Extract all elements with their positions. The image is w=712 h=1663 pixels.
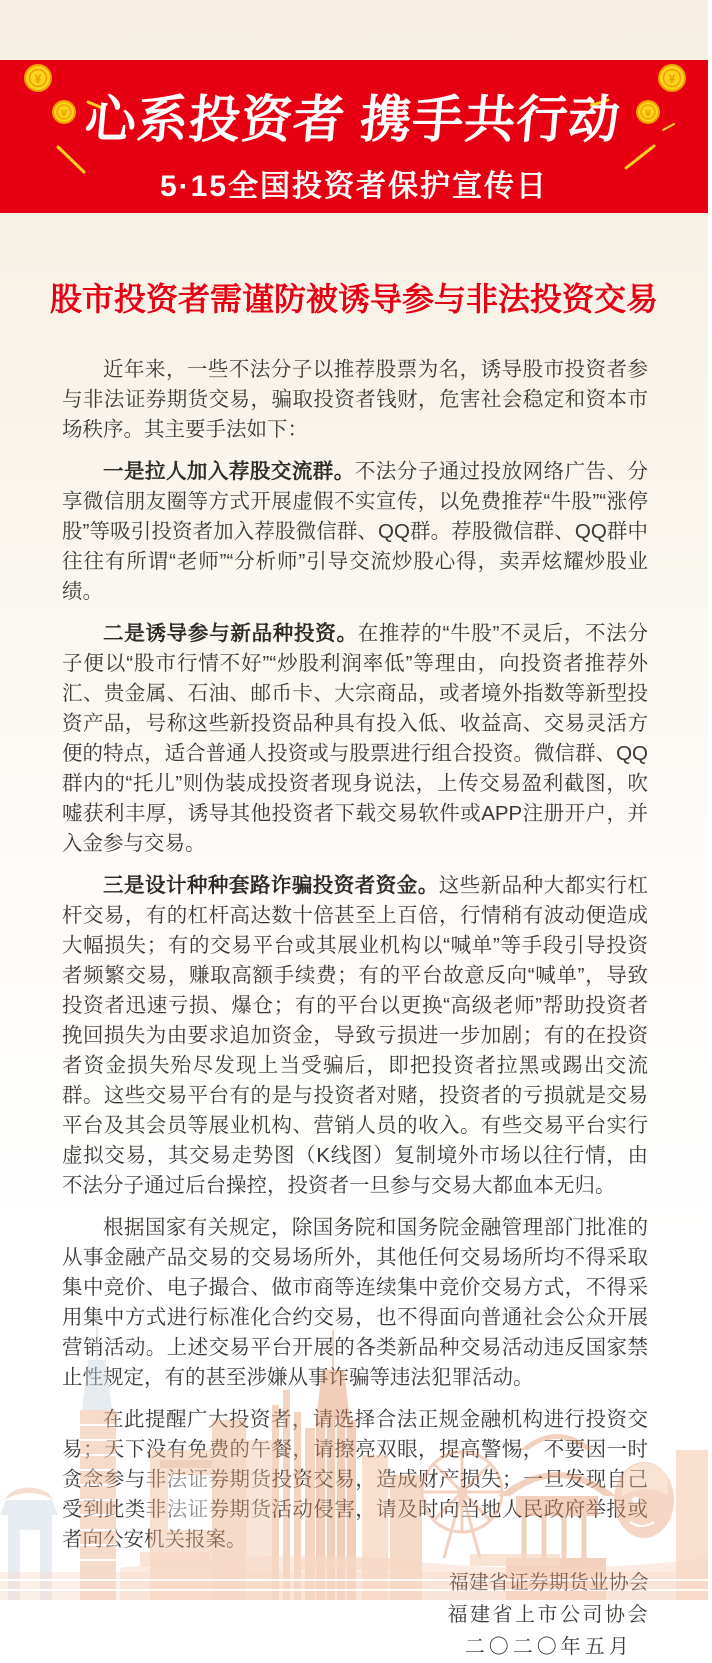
svg-text:¥: ¥ [61,107,67,120]
paragraph [62,1213,648,1393]
paragraph-lead: 二是诱导参与新品种投资。 [103,622,358,645]
signature-line: 福建省证券期货业协会 [448,1572,649,1594]
paragraph-text: 在推荐的“牛股”不灵后，不法分子便以“股市行情不好”“炒股利润率低”等理由，向投资者推荐外汇、贵金属、石油、邮币卡、大宗商品，或者境外指数等新型投资产品，号称这些新投资品种具有投入低、收益高、交易灵活方便的特点，适合普通人投资或与股票进行组合投资。微信群、QQ群内的“托儿”则伪装成投资者现身说法，上传交易盈利截图，吹嘘获利丰厚，诱导其他投资者下载交易软件或APP注册开户，并入金参与交易。 [62,622,649,855]
paragraph [62,1405,648,1555]
svg-text:¥: ¥ [668,72,676,86]
paragraph-text: 在此提醒广大投资者，请选择合法正规金融机构进行投资交易；天下没有免费的午餐，请擦亮双眼，提高警惕，不要因一时贪念参与非法证券期货投资交易，造成财产损失；一旦发现自己受到此类非法证券期货活动侵害，请及时向当地人民政府举报或者向公安机关报案。 [62,1408,648,1551]
svg-text:¥: ¥ [34,72,42,86]
paragraph [62,457,648,607]
signature-line: 福建省上市公司协会 [447,1604,650,1626]
paragraph [62,355,648,445]
paragraph-text: 近年来，一些不法分子以推荐股票为名，诱导股市投资者参与非法证券期货交易，骗取投资者钱财，危害社会稳定和资本市场秩序。其主要手法如下： [62,358,648,441]
article-title: 股市投资者需谨防被诱导参与非法投资交易 [49,281,658,317]
banner-title: 心系投资者 携手共行动 [82,91,623,148]
paragraph [62,619,648,859]
paragraph [62,871,648,1201]
banner-subtitle: 5·15全国投资者保护宣传日 [159,170,549,203]
article-body [62,355,648,1555]
paragraph-lead: 一是拉人加入荐股交流群。 [103,460,355,483]
paragraph-text: 根据国家有关规定，除国务院和国务院金融管理部门批准的从事金融产品交易的交易场所外，其他任何交易场所均不得采取集中竞价、电子撮合、做市商等连续集中竞价交易方式，不得采用集中方式进行标准化合约交易，也不得面向普通社会公众开展营销活动。上述交易平台开展的各类新品种交易活动违反国家禁止性规定，有的甚至涉嫌从事诈骗等违法犯罪活动。 [62,1216,648,1389]
paragraph-text: 这些新品种大都实行杠杆交易，有的杠杆高达数十倍甚至上百倍，行情稍有波动便造成大幅损失；有的交易平台或其展业机构以“喊单”等手段引导投资者频繁交易，赚取高额手续费；有的平台故意反向“喊单”，导致投资者迅速亏损、爆仓；有的平台以更换“高级老师”帮助投资者挽回损失为由要求追加资金，导致亏损进一步加剧；有的在投资者资金损失殆尽发现上当受骗后，即把投资者拉黑或踢出交流群。这些交易平台有的是与投资者对赌，投资者的亏损就是交易平台及其会员等展业机构、营销人员的收入。有些交易平台实行虚拟交易，其交易走势图（K线图）复制境外市场以往行情，由不法分子通过后台操控，投资者一旦参与交易大都血本无归。 [62,874,649,1197]
signature-line: 二〇二〇年五月 [464,1636,633,1658]
paragraph-lead: 三是设计种种套路诈骗投资者资金。 [103,874,439,897]
svg-text:¥: ¥ [645,107,651,120]
signature-block [448,1567,651,1663]
paragraph-text: 不法分子通过投放网络广告、分享微信朋友圈等方式开展虚假不实宣传，以免费推荐“牛股”“涨停股”等吸引投资者加入荐股微信群、QQ群。荐股微信群、QQ群中往往有所谓“老师”“分析师”引导交流炒股心得，卖弄炫耀炒股业绩。 [62,460,649,603]
banner [0,60,708,213]
